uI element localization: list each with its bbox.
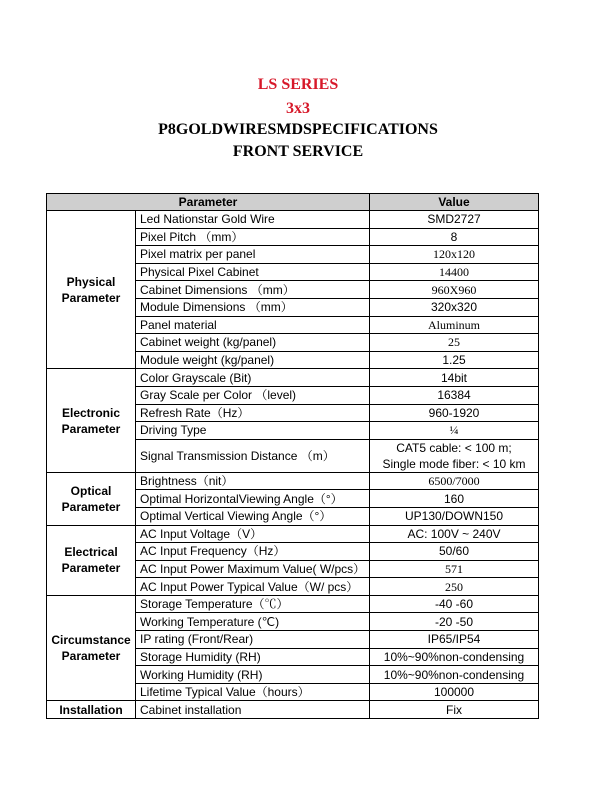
header-parameter: Parameter (47, 194, 370, 211)
table-row (47, 211, 539, 229)
param-cell: Optimal Vertical Viewing Angle（°） (136, 507, 370, 525)
value-cell: 960-1920 (370, 404, 539, 422)
spec-table (46, 193, 539, 719)
param-cell: Panel material (136, 316, 370, 334)
param-cell: Pixel matrix per panel (136, 246, 370, 264)
series-title: LS SERIES (257, 76, 339, 93)
value-cell: 25 (370, 334, 539, 352)
value-cell: 160 (370, 490, 539, 508)
value-cell: 120x120 (370, 246, 539, 264)
value-cell: 320x320 (370, 298, 539, 316)
value-cell: -40 -60 (370, 595, 539, 613)
param-cell: AC Input Frequency（Hz） (136, 543, 370, 561)
param-cell: Cabinet weight (kg/panel) (136, 334, 370, 352)
value-cell: 8 (370, 228, 539, 246)
param-cell: AC Input Voltage（V） (136, 525, 370, 543)
header-value: Value (370, 194, 539, 211)
param-cell: Module weight (kg/panel) (136, 351, 370, 369)
value-cell: 16384 (370, 386, 539, 404)
group-optical: Optical Parameter (47, 472, 136, 525)
param-cell: Working Temperature (℃) (136, 613, 370, 631)
param-cell: Pixel Pitch （mm） (136, 228, 370, 246)
param-cell: AC Input Power Typical Value（W/ pcs） (136, 578, 370, 596)
service-title: FRONT SERVICE (232, 143, 364, 160)
value-cell: UP130/DOWN150 (370, 507, 539, 525)
param-cell: Cabinet Dimensions （mm） (136, 281, 370, 299)
param-cell: Storage Humidity (RH) (136, 648, 370, 666)
value-cell: 6500/7000 (370, 472, 539, 490)
param-cell: Signal Transmission Distance （m） (136, 439, 370, 472)
value-line: CAT5 cable: < 100 m; (396, 440, 512, 455)
table-row (47, 525, 539, 543)
value-cell: 1.25 (370, 351, 539, 369)
value-cell: Fix (370, 701, 539, 719)
param-cell: Led Nationstar Gold Wire (136, 211, 370, 229)
param-cell: Storage Temperature（℃） (136, 595, 370, 613)
table-header-row (47, 194, 539, 211)
param-cell: Physical Pixel Cabinet (136, 263, 370, 281)
value-cell: -20 -50 (370, 613, 539, 631)
param-cell: Lifetime Typical Value（hours） (136, 683, 370, 701)
value-cell: AC: 100V ~ 240V (370, 525, 539, 543)
value-cell: 571 (370, 560, 539, 578)
value-cell: SMD2727 (370, 211, 539, 229)
value-cell: 10%~90%non-condensing (370, 648, 539, 666)
param-cell: Working Humidity (RH) (136, 666, 370, 684)
group-electronic: Electronic Parameter (47, 369, 136, 472)
config-title: 3x3 (286, 100, 310, 117)
table-row (47, 472, 539, 490)
value-cell: Aluminum (370, 316, 539, 334)
group-physical: Physical Parameter (47, 211, 136, 369)
param-cell: Brightness（nit） (136, 472, 370, 490)
value-cell: 960X960 (370, 281, 539, 299)
param-cell: Module Dimensions （mm） (136, 298, 370, 316)
value-cell: 14bit (370, 369, 539, 387)
value-cell: IP65/IP54 (370, 631, 539, 649)
value-cell: 10%~90%non-condensing (370, 666, 539, 684)
param-cell: Refresh Rate（Hz） (136, 404, 370, 422)
param-cell: Gray Scale per Color （level) (136, 386, 370, 404)
param-cell: Cabinet installation (136, 701, 370, 719)
group-electrical: Electrical Parameter (47, 525, 136, 595)
param-cell: Color Grayscale (Bit) (136, 369, 370, 387)
group-circumstance: Circumstance Parameter (47, 595, 136, 701)
param-cell: AC Input Power Maximum Value( W/pcs） (136, 560, 370, 578)
value-cell: ¼ (370, 422, 539, 440)
param-cell: Driving Type (136, 422, 370, 440)
table-row (47, 369, 539, 387)
param-cell: Optimal HorizontalViewing Angle（°） (136, 490, 370, 508)
value-line: Single mode fiber: < 10 km (382, 456, 526, 471)
value-cell: 50/60 (370, 543, 539, 561)
param-cell: IP rating (Front/Rear) (136, 631, 370, 649)
spec-title: P8GOLDWIRESMDSPECIFICATIONS (158, 121, 438, 138)
value-cell (370, 439, 539, 472)
table-row (47, 595, 539, 613)
value-cell: 100000 (370, 683, 539, 701)
group-installation: Installation (47, 701, 136, 719)
table-row (47, 701, 539, 719)
value-cell: 14400 (370, 263, 539, 281)
value-cell: 250 (370, 578, 539, 596)
